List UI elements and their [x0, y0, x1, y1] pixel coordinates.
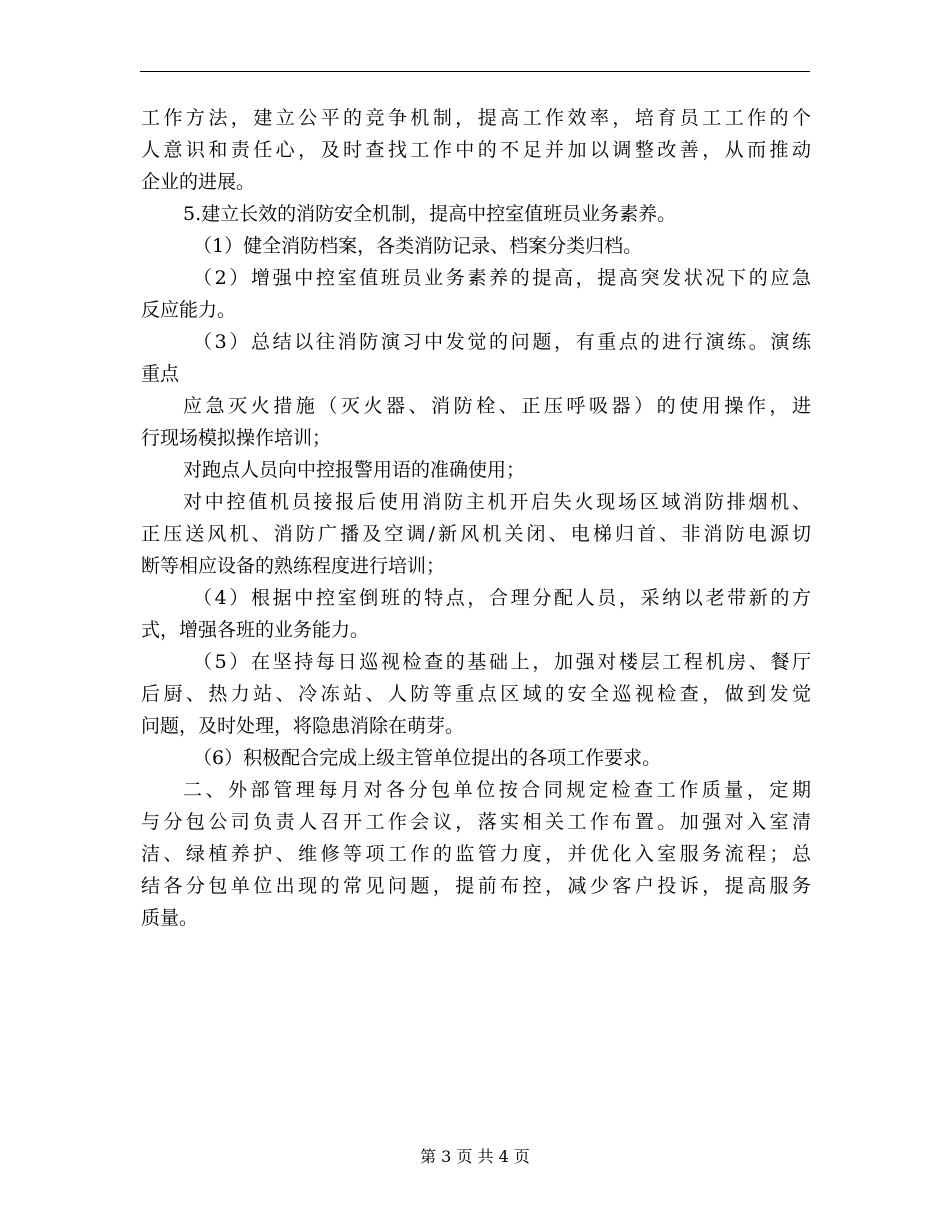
text-line: （3）总结以往消防演习中发觉的问题，有重点的进行演练。演练 [193, 331, 811, 353]
text-line: 重点 [141, 363, 180, 385]
text-line: （6）积极配合完成上级主管单位提出的各项工作要求。 [193, 747, 662, 769]
page-number-footer: 第 3 页 共 4 页 [420, 1147, 530, 1166]
text-line: 问题，及时处理，将隐患消除在萌芽。 [141, 715, 465, 737]
text-line: （2）增强中控室值班员业务素养的提高，提高突发状况下的应急 [193, 267, 811, 289]
text-line: 反应能力。 [141, 299, 237, 321]
header-rule [140, 71, 810, 72]
text-line: 质量。 [141, 907, 199, 929]
text-line: 后厨、热力站、冷冻站、人防等重点区域的安全巡视检查，做到发觉 [141, 683, 811, 705]
text-line: 二、外部管理每月对各分包单位按合同规定检查工作质量，定期 [183, 779, 811, 801]
text-line: 结各分包单位出现的常见问题，提前布控，减少客户投诉，提高服务 [141, 875, 811, 897]
text-line: 对跑点人员向中控报警用语的准确使用； [183, 459, 526, 481]
text-line: 式，增强各班的业务能力。 [141, 619, 370, 641]
text-line: 工作方法，建立公平的竞争机制，提高工作效率，培育员工工作的个 [141, 107, 811, 129]
text-line: 洁、绿植养护、维修等项工作的监管力度，并优化入室服务流程；总 [141, 843, 811, 865]
text-line: 正压送风机、消防广播及空调/新风机关闭、电梯归首、非消防电源切 [141, 523, 811, 545]
text-line: 5.建立长效的消防安全机制，提高中控室值班员业务素养。 [183, 203, 677, 225]
document-body [141, 102, 811, 934]
text-line: （4）根据中控室倒班的特点，合理分配人员，采纳以老带新的方 [193, 587, 811, 609]
text-line: 企业的进展。 [141, 171, 256, 193]
text-line: 对中控值机员接报后使用消防主机开启失火现场区域消防排烟机、 [183, 491, 811, 513]
text-line: 断等相应设备的熟练程度进行培训； [141, 555, 446, 577]
text-line: 应急灭火措施（灭火器、消防栓、正压呼吸器）的使用操作，进 [183, 395, 811, 417]
text-line: 与分包公司负责人召开工作会议，落实相关工作布置。加强对入室清 [141, 811, 811, 833]
text-line: 行现场模拟操作培训； [141, 427, 332, 449]
text-line: （1）健全消防档案，各类消防记录、档案分类归档。 [193, 235, 643, 257]
text-line: 人意识和责任心，及时查找工作中的不足并加以调整改善，从而推动 [141, 139, 811, 161]
text-line: （5）在坚持每日巡视检查的基础上，加强对楼层工程机房、餐厅 [193, 651, 811, 673]
